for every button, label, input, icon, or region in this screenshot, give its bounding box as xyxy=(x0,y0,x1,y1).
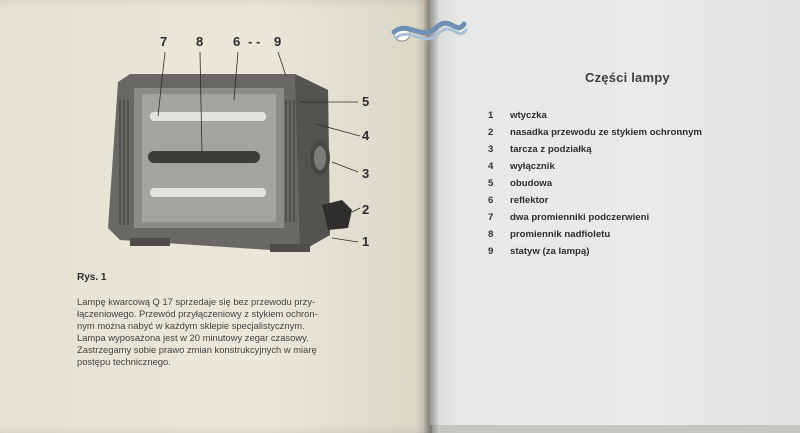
list-item xyxy=(488,195,702,212)
part-label: wyłącznik xyxy=(510,161,555,172)
figure-label-5: 5 xyxy=(362,94,370,109)
book-gutter xyxy=(424,0,438,433)
list-item xyxy=(488,144,702,161)
infrared-tube-upper xyxy=(150,112,266,121)
part-number: 9 xyxy=(488,246,494,257)
paragraph-line: Lampa wyposażona jest w 20 minutowy zegar czasowy. xyxy=(77,332,309,343)
list-item xyxy=(488,127,702,144)
figure-label-6: 6 xyxy=(233,34,241,49)
part-label: dwa promienniki podczerwieni xyxy=(510,212,650,223)
figure-label-4: 4 xyxy=(362,128,370,143)
figure-caption: Rys. 1 xyxy=(77,272,107,283)
part-number: 3 xyxy=(488,144,494,155)
parts-title: Części lampy xyxy=(585,70,670,85)
part-number: 4 xyxy=(488,161,494,172)
uv-tube xyxy=(148,151,260,163)
paragraph-line: Zastrzegamy sobie prawo zmian konstrukcyjnych w miarę xyxy=(77,344,317,355)
part-label: wtyczka xyxy=(510,110,547,121)
part-label: tarcza z podziałką xyxy=(510,144,592,155)
infrared-tube-lower xyxy=(150,188,266,197)
part-label: promiennik nadfioletu xyxy=(510,229,611,240)
list-item xyxy=(488,178,702,195)
list-item xyxy=(488,161,702,178)
paragraph-line: postępu technicznego. xyxy=(77,356,171,367)
list-item xyxy=(488,229,702,246)
paragraph-line: nym można nabyć w każdym sklepie specjalistycznym. xyxy=(77,320,305,331)
part-label: statyw (za lampą) xyxy=(510,246,590,257)
parts-list xyxy=(488,110,702,263)
figure-label-8: 8 xyxy=(196,34,204,49)
list-item xyxy=(488,246,702,263)
paragraph-line: łączeniowego. Przewód przyłączeniowy z stykiem ochron- xyxy=(77,308,318,319)
part-number: 1 xyxy=(488,110,494,121)
figure-label-3: 3 xyxy=(362,166,370,181)
list-item xyxy=(488,212,702,229)
lamp-illustration xyxy=(90,30,390,270)
part-number: 2 xyxy=(488,127,494,138)
part-number: 8 xyxy=(488,229,494,240)
figure-label-1: 1 xyxy=(362,234,370,249)
figure-label-9: 9 xyxy=(274,34,282,49)
notice-paragraph xyxy=(77,296,389,368)
part-number: 7 xyxy=(488,212,494,223)
binding-cord xyxy=(388,12,468,52)
list-item xyxy=(488,110,702,127)
paragraph-line: Lampę kwarcową Q 17 sprzedaje się bez przewodu przy- xyxy=(77,296,316,307)
figure-label-2: 2 xyxy=(362,202,370,217)
figure-label-dashes: - - xyxy=(248,34,261,49)
figure-label-7: 7 xyxy=(160,34,168,49)
part-number: 5 xyxy=(488,178,494,189)
part-label: nasadka przewodu ze stykiem ochronnym xyxy=(510,127,702,138)
part-number: 6 xyxy=(488,195,494,206)
part-label: reflektor xyxy=(510,195,549,206)
part-label: obudowa xyxy=(510,178,553,189)
